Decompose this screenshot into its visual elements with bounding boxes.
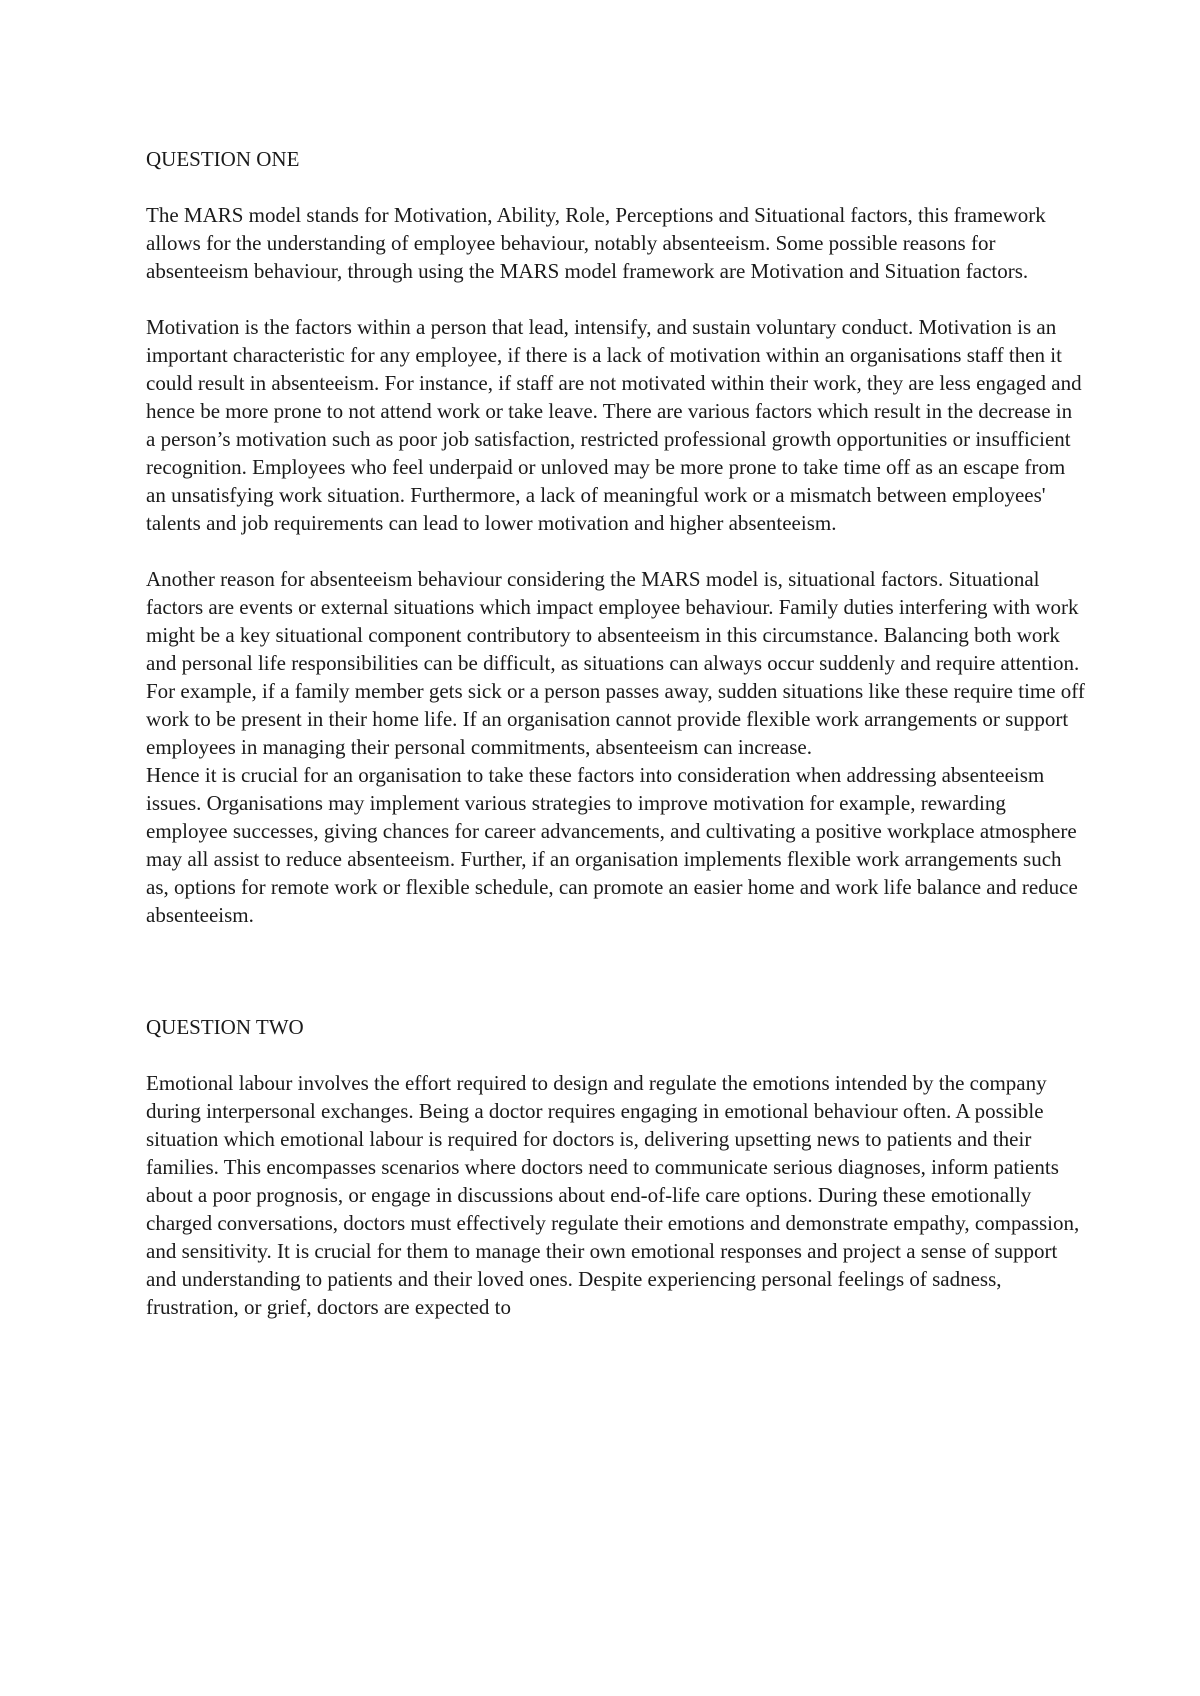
q1-paragraph-conclusion: Hence it is crucial for an organisation to take these factors into consideration when addressing absenteeism issues. Organisations may implement various strategies to improve motivation for example, rewarding employee successes, giving chances for career advancements, and cultivating a positive workplace atmosphere may all assist to reduce absenteeism. Further, if an organisation implements flexible work arrangements such as, options for remote work or flexible schedule, can promote an easier home and work life balance and reduce absenteeism. — [146, 763, 1078, 927]
spacer — [146, 285, 1086, 313]
question-two-heading: QUESTION TWO — [146, 1015, 304, 1039]
spacer — [146, 537, 1086, 565]
q1-paragraph-situational: Another reason for absenteeism behaviour considering the MARS model is, situational factors. Situational factors are events or external situations which impact employee behaviour. Family duties interfering with work might be a key situational component contributory to absenteeism in this circumstance. Balancing both work and personal life responsibilities can be difficult, as situations can always occur suddenly and require attention. For example, if a family member gets sick or a person passes away, sudden situations like these require time off work to be present in their home life. If an organisation cannot provide flexible work arrangements or support employees in managing their personal commitments, absenteeism can increase. — [146, 567, 1085, 759]
q1-paragraph-motivation: Motivation is the factors within a person that lead, intensify, and sustain voluntary conduct. Motivation is an important characteristic for any employee, if there is a lack of motivation within an organisations staff then it could result in absenteeism. For instance, if staff are not motivated within their work, they are less engaged and hence be more prone to not attend work or take leave. There are various factors which result in the decrease in a person’s motivation such as poor job satisfaction, restricted professional growth opportunities or insufficient recognition. Employees who feel underpaid or unloved may be more prone to take time off as an escape from an unsatisfying work situation. Furthermore, a lack of meaningful work or a mismatch between employees' talents and job requirements can lead to lower motivation and higher absenteeism. — [146, 315, 1082, 535]
spacer — [146, 173, 1086, 201]
spacer — [146, 929, 1086, 1013]
q2-paragraph-emotional-labour: Emotional labour involves the effort required to design and regulate the emotions intended by the company during interpersonal exchanges. Being a doctor requires engaging in emotional behaviour often. A possible situation which emotional labour is required for doctors is, delivering upsetting news to patients and their families. This encompasses scenarios where doctors need to communicate serious diagnoses, inform patients about a poor prognosis, or engage in discussions about end-of-life care options. During these emotionally charged conversations, doctors must effectively regulate their emotions and demonstrate empathy, compassion, and sensitivity. It is crucial for them to manage their own emotional responses and project a sense of support and understanding to patients and their loved ones. Despite experiencing personal feelings of sadness, frustration, or grief, doctors are expected to — [146, 1071, 1080, 1319]
q1-paragraph-intro: The MARS model stands for Motivation, Ability, Role, Perceptions and Situational factors, this framework allows for the understanding of employee behaviour, notably absenteeism. Some possible reasons for absenteeism behaviour, through using the MARS model framework are Motivation and Situation factors. — [146, 203, 1046, 283]
spacer — [146, 1041, 1086, 1069]
document-page — [146, 145, 1086, 1321]
question-one-heading: QUESTION ONE — [146, 147, 300, 171]
